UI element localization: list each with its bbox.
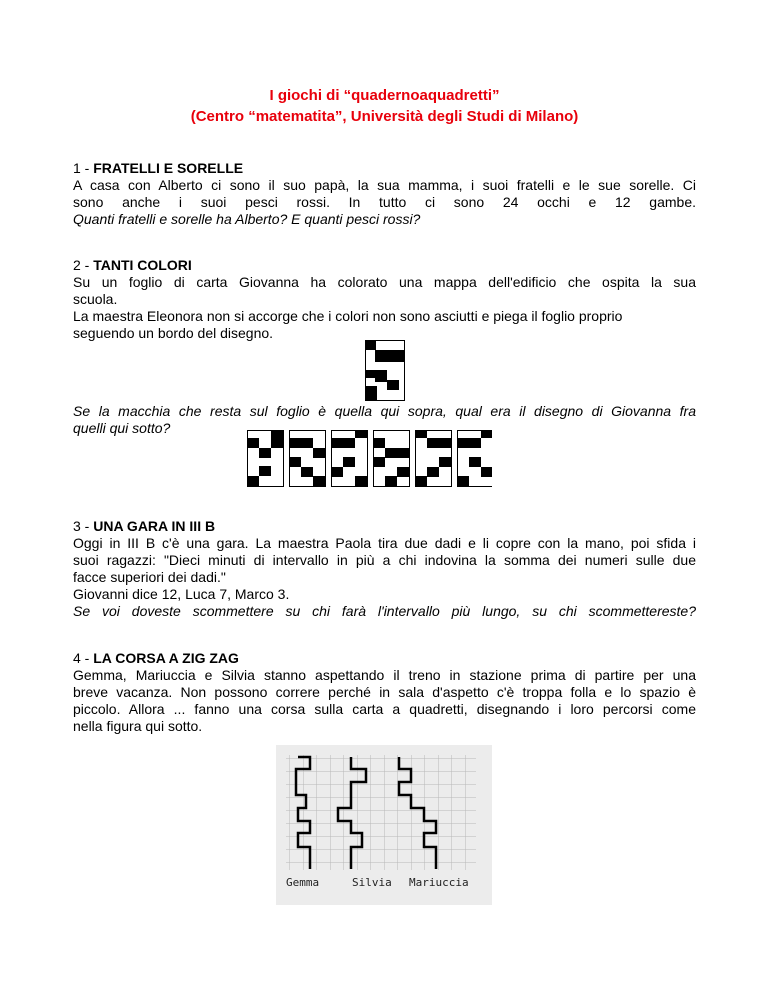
problem-1-number: 1 -: [73, 160, 90, 176]
problem-3-text-2: suoi ragazzi: "Dieci minuti di intervallo in più a chi indovina la somma dei numeri sulle due: [73, 552, 696, 568]
race-figure: [276, 745, 492, 905]
stain-figure: [365, 340, 405, 401]
problem-3-text-1: Oggi in III B c'è una gara. La maestra Paola tira due dadi e li copre con la mano, poi sfida i: [73, 535, 696, 551]
problem-2-text-4: seguendo un bordo del disegno.: [73, 325, 274, 341]
problem-2-text-3: La maestra Eleonora non si accorge che i colori non sono asciutti e piega il foglio proprio: [73, 308, 623, 324]
problem-3-text-4: Giovanni dice 12, Luca 7, Marco 3.: [73, 586, 290, 602]
problem-1-question: Quanti fratelli e sorelle ha Alberto? E quanti pesci rossi?: [73, 211, 421, 227]
problem-4-text-1: Gemma, Mariuccia e Silvia stanno aspettando il treno in stazione prima di partire per una: [73, 667, 696, 683]
option-figure-3: [331, 430, 368, 487]
problem-3-question: Se voi doveste scommettere su chi farà l'intervallo più lungo, su chi scommettereste?: [73, 603, 696, 619]
problem-4-heading: [73, 650, 239, 667]
option-figures: [247, 430, 492, 488]
title-line-1: I giochi di “quadernoaquadretti”: [269, 87, 500, 104]
problem-4-number: 4 -: [73, 650, 90, 666]
problem-4-text-3: piccolo. Allora ... fanno una corsa sulla carta a quadretti, disegnando i loro percorsi come: [73, 701, 696, 717]
title-line-2: (Centro “matematita”, Università degli Studi di Milano): [190, 108, 579, 125]
problem-2-heading: [73, 257, 192, 274]
problem-4-text-4: nella figura qui sotto.: [73, 718, 203, 734]
problem-4-title: LA CORSA A ZIG ZAG: [93, 650, 239, 666]
problem-1-title: FRATELLI E SORELLE: [93, 160, 244, 176]
option-figure-4: [373, 431, 410, 487]
figure-label-silvia: Silvia: [352, 876, 392, 889]
option-figure-2: [289, 431, 326, 487]
figure-label-gemma: Gemma: [286, 876, 320, 889]
problem-1-text-2: sono anche i suoi pesci rossi. In tutto ci sono 24 occhi e 12 gambe.: [73, 194, 696, 210]
problem-2-text-1: Su un foglio di carta Giovanna ha colorato una mappa dell'edificio che ospita la sua: [73, 274, 696, 290]
problem-2-title: TANTI COLORI: [93, 257, 192, 273]
problem-2-text-2: scuola.: [73, 291, 118, 307]
problem-3-title: UNA GARA IN III B: [93, 518, 216, 534]
problem-4-text-2: breve vacanza. Non possono correre perché in sala d'aspetto c'è troppa folla e lo spazio è: [73, 684, 696, 700]
problem-2-number: 2 -: [73, 257, 90, 273]
problem-3-heading: [73, 518, 215, 535]
problem-3-text-3: facce superiori dei dadi.": [73, 569, 226, 585]
figure-label-mariuccia: Mariuccia: [409, 876, 469, 889]
problem-2-question-2: quelli qui sotto?: [73, 420, 171, 436]
option-figure-5: [415, 430, 452, 487]
problem-3-number: 3 -: [73, 518, 90, 534]
option-figure-1: [247, 430, 284, 487]
problem-1-heading: [73, 160, 243, 177]
problem-2-question-1: Se la macchia che resta sul foglio è quella qui sopra, qual era il disegno di Giovanna fra: [73, 403, 696, 419]
option-figure-6: [457, 430, 492, 487]
problem-1-text-1: A casa con Alberto ci sono il suo papà, la sua mamma, i suoi fratelli e le sue sorelle. Ci: [73, 177, 696, 193]
